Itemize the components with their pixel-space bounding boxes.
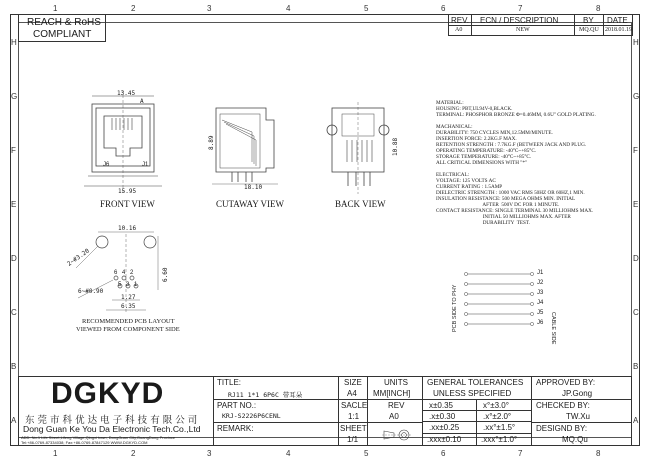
compliance-line-1: REACH & RoHS [27,17,101,28]
wiring-pin-label: J5 [537,310,544,316]
tolerance-angular: x°±3.0° [483,401,509,410]
tolerance-angular: .xx°±1.5° [483,423,516,432]
checked-label: CHECKED BY: [536,401,590,410]
remark-cell [213,422,339,446]
tolerance-subtitle: UNLESS SPECIFIED [433,389,512,398]
wiring-pin-label: J6 [537,320,544,326]
note-line: RETENTION STRENGTH : 7.7KG.F (BETWEEN JACK AND PLUG. [436,142,587,148]
zone-col: 2 [131,449,136,458]
zone-col: 3 [207,449,212,458]
note-line: STORAGE TEMPERATURE: -40°C~+85°C. [436,154,532,160]
note-electrical-title: ELECTRICAL: [436,172,470,178]
note-line: CONTACT RESISTANCE: SINGLE TERMINAL 30 MILLIOHMS MAX. [436,208,594,214]
size-value: A4 [347,389,357,398]
zone-col: 5 [364,449,369,458]
date-value-cell [603,25,633,36]
note-line: CURRENT RATING : 1.5AMP [436,184,503,190]
zone-col: 4 [286,4,291,13]
pcb-pin-label: 1 [134,282,138,288]
tolerance-angular: .x°±2.0° [483,412,512,421]
scale-cell [338,399,368,423]
wiring-right-label: CABLE SIDE [550,312,556,345]
back-view-drawing [320,100,400,196]
compliance-box [18,14,106,42]
zone-row: G [11,92,18,101]
pcb-label-line-1: RECOMMENDED PCB LAYOUT [82,318,175,325]
zone-row: B [633,362,639,371]
front-view-label: FRONT VIEW [100,199,155,209]
by-header: BY [583,16,594,25]
by-value-cell [574,25,604,36]
by-value: MQ.QU [579,27,599,33]
note-line: INITIAL 50 MILLIOHMS MAX. AFTER [436,214,571,220]
company-name-cn: 东 莞 市 科 优 达 电 子 科 技 有 限 公 司 [25,415,198,426]
tolerance-linear: .xx±0.25 [429,423,460,432]
zone-col: 8 [596,4,601,13]
design-label: DESIGND BY: [536,424,588,433]
zone-col: 5 [364,4,369,13]
part-value: KRJ-S2226P6CENL [222,412,281,420]
zone-col: 1 [53,4,58,13]
wire-row [466,274,532,324]
zone-row: F [11,146,16,155]
back-height-dim: 10.88 [392,137,399,156]
pcb-pin-label: 3 [126,282,130,288]
zone-col: 6 [441,449,446,458]
units-label: UNITS [384,378,408,387]
zone-col: 7 [518,4,523,13]
zone-row: B [11,362,17,371]
title-cell [213,376,339,400]
pcb-pin-label: 2 [130,270,134,276]
rev-value-cell [448,25,472,36]
zone-col: 6 [441,4,446,13]
units-cell [367,376,423,400]
note-line: VOLTAGE: 125 VOLTS AC [436,178,496,184]
note-line: DURABILITY: 750 CYCLES MIN,12.5MM/MINUTE. [436,130,553,136]
units-value: MM[INCH] [373,389,411,398]
ecn-value-cell [471,25,575,36]
pcb-pin-label: 5 [118,282,122,288]
rev-value: A0 [455,27,463,33]
zone-row: E [633,200,639,209]
company-cell [18,376,214,446]
zone-col: 3 [207,4,212,13]
ecn-header: ECN / DESCRIPTION [480,16,559,25]
rev-label: REV [388,401,405,410]
j1-label: J1 [142,162,149,168]
approved-value: JP.Gong [562,389,593,398]
cut-width-dim: 18.10 [244,184,263,191]
pcb-pin-label: 4 [122,270,126,276]
note-material-title: MATERIAL: [436,100,464,106]
tolerance-linear: x±0.35 [429,401,453,410]
zone-row: D [11,254,17,263]
front-view-drawing [82,86,174,196]
j6-label: J6 [103,162,110,168]
projection-symbol-icon [382,428,412,442]
pcb-layout-drawing [58,228,168,320]
zone-row: G [633,92,640,101]
zone-row: E [11,200,17,209]
scale-value: 1:1 [348,412,360,421]
company-logo: DGKYD [51,377,165,410]
zone-row: A [633,416,639,425]
rev-header: REV. [451,16,469,25]
design-cell [531,422,632,446]
sheet-cell [338,422,368,446]
cut-height-dim: 8.89 [208,135,215,150]
approved-cell [531,376,632,400]
scale-label: SACLE [341,401,368,410]
note-line: INSULATION RESISTANCE: 500 MEGA OHMS MIN. INITIAL [436,196,576,202]
rev-block-value: A0 [389,412,399,421]
pcb-top-dim: 10.16 [118,225,137,232]
note-mechanical-title: MACHANICAL: [436,124,473,130]
zone-row: C [11,308,17,317]
rev-cell [367,399,423,423]
company-contact: Tel:+86-0769-87334038; Fax:+86-0769-87847129 WWW.DGKYD.COM [21,440,148,445]
pcb-hole-dim: 2~#3.20 [66,247,91,268]
ecn-value: NEW [516,27,530,33]
tolerance-row [476,433,532,446]
date-header: DATE [607,16,628,25]
tolerance-linear: .xxx±0.10 [427,435,462,444]
wiring-pin-label: J1 [537,270,544,276]
zone-col: 2 [131,4,136,13]
wiring-diagram [462,268,546,334]
note-line: ALL CRITICAL DIMENSIONS WITH "*" [436,160,528,166]
zone-col: 8 [596,449,601,458]
part-cell [213,399,339,423]
zone-row: C [633,308,639,317]
checked-cell [531,399,632,423]
pcb-pin-label: 6 [114,270,118,276]
back-view-label: BACK VIEW [335,199,386,209]
pcb-side-dim: 6.60 [162,267,169,282]
note-line: INSERTION FORCE: 2.2KG.F MAX. [436,136,517,142]
tolerance-title: GENERAL TOLERANCES [427,378,524,387]
company-address: ADD: No.1 Life Street,Lifeng Village,Qingxi town, DongGuan City,GuangDong Province [21,435,176,440]
sheet-label: SHEET [340,424,367,433]
front-section-mark: A [140,98,144,105]
zone-row: F [633,146,638,155]
pcb-bottom-dim: 6.35 [121,303,136,310]
note-line: OPERATING TEMPERATURE: -40°C~+85°C. [436,148,537,154]
design-value: MQ.Qu [562,435,588,444]
tolerance-angular: .xxx°±1.0° [481,435,518,444]
wiring-pin-label: J4 [537,300,544,306]
front-bottom-dim: 15.95 [118,188,137,195]
part-label: PART NO.: [217,401,257,410]
compliance-line-2: COMPLIANT [33,29,92,40]
checked-value: TW.Xu [566,412,591,421]
pcb-pin-dim: 6~#0.90 [78,288,104,295]
pcb-pitch-dim: 1.27 [121,294,136,301]
size-cell [338,376,368,400]
title-label: TITLE: [217,378,242,387]
tolerance-row [422,433,477,446]
zone-row: D [633,254,639,263]
note-line: DURABILITY TEST. [436,220,530,226]
cutaway-view-label: CUTAWAY VIEW [216,199,284,209]
zone-row: H [11,38,17,47]
remark-label: REMARK: [217,424,254,433]
wiring-pin-label: J3 [537,290,544,296]
size-label: SIZE [344,378,362,387]
note-line: DIELECTRIC STRENGTH : 1000 VAC RMS 50HZ OR 60HZ,1 MIN. [436,190,585,196]
pcb-label-line-2: VIEWED FROM COMPONENT SIDE [76,326,180,333]
zone-col: 4 [286,449,291,458]
cutaway-view-drawing [208,100,288,196]
wiring-pin-label: J2 [537,280,544,286]
date-value: 2018.01.19 [605,27,632,33]
zone-row: H [633,38,639,47]
approved-label: APPROVED BY: [536,378,596,387]
zone-row: A [11,416,17,425]
title-value: RJ11 1*1 6P6C 带耳朵 [228,391,303,399]
tolerance-header-cell [422,376,532,400]
zone-col: 7 [518,449,523,458]
zone-col: 1 [53,449,58,458]
front-top-dim: 13.45 [117,90,136,97]
projection-cell [367,422,423,446]
company-name-en: Dong Guan Ke You Da Electronic Tech.Co.,Ltd [23,424,201,434]
tolerance-linear: .x±0.30 [429,412,456,421]
wiring-left-label: PCB SIDE TO PHY [452,284,458,332]
sheet-value: 1/1 [347,435,359,444]
note-line: HOUSING: PBT,UL94V-0,BLACK. [436,106,513,112]
note-line: TERMINAL: PHOSPHOR BRONZE Φ=0.46MM, 0.6U" GOLD PLATING. [436,112,596,118]
note-line: AFTER 500V DC FOR 1 MINUTE. [436,202,560,208]
